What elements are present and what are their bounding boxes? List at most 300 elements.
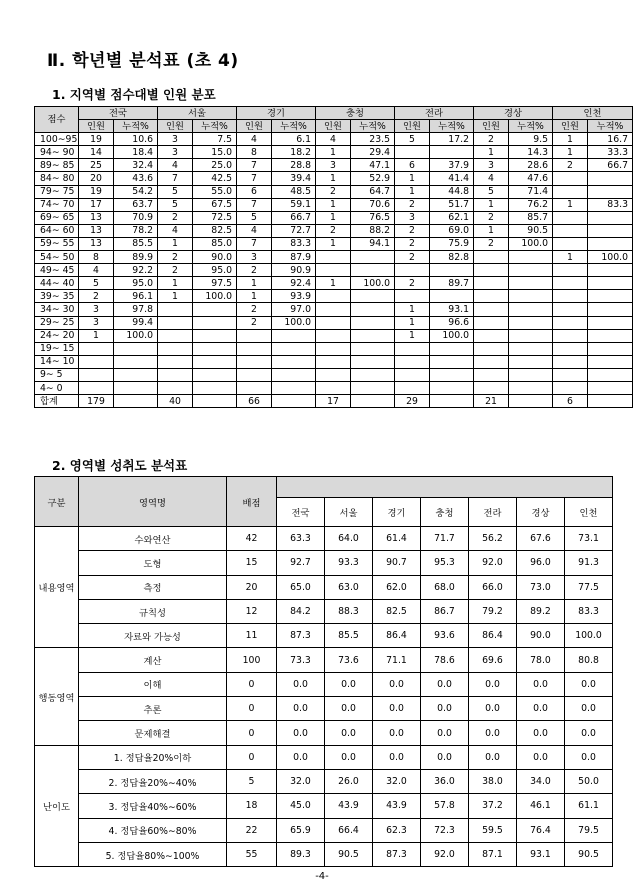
count-cell: [158, 342, 193, 355]
count-cell: [316, 329, 351, 342]
cumulative-cell: 67.5: [193, 198, 237, 211]
cumulative-cell: 87.9: [272, 251, 316, 264]
count-cell: [474, 316, 509, 329]
count-cell: [474, 329, 509, 342]
count-cell: 1: [553, 251, 588, 264]
count-cell: 1: [316, 237, 351, 250]
score-cell: 86.4: [469, 624, 517, 648]
score-cell: 76.4: [517, 818, 565, 842]
cumulative-cell: [351, 355, 395, 368]
count-cell: 1: [474, 224, 509, 237]
count-cell: 3: [474, 159, 509, 172]
score-cell: 32.0: [373, 769, 421, 793]
count-cell: 2: [158, 251, 193, 264]
cumulative-cell: 47.6: [509, 172, 553, 185]
count-cell: 17: [79, 198, 114, 211]
score-cell: 73.6: [325, 648, 373, 672]
score-cell: 45.0: [277, 794, 325, 818]
cumulative-cell: 51.7: [430, 198, 474, 211]
cumulative-cell: [114, 342, 158, 355]
cumulative-cell: 15.0: [193, 146, 237, 159]
cumulative-cell: 39.4: [272, 172, 316, 185]
score-cell: 0.0: [277, 745, 325, 769]
cumulative-cell: 66.7: [588, 159, 633, 172]
region-header: 인천: [553, 107, 633, 120]
region-header-spacer: [277, 477, 613, 498]
score-cell: 63.3: [277, 527, 325, 551]
cumulative-cell: [509, 303, 553, 316]
count-cell: 4: [474, 172, 509, 185]
points-cell: 20: [227, 575, 277, 599]
table-row: [35, 133, 633, 146]
region-header: 서울: [158, 107, 237, 120]
cumulative-cell: 18.2: [272, 146, 316, 159]
count-cell: [237, 342, 272, 355]
score-cell: 0.0: [565, 697, 613, 721]
count-cell: 4: [237, 224, 272, 237]
cumulative-cell: [193, 329, 237, 342]
cumulative-cell: [430, 290, 474, 303]
count-cell: [474, 368, 509, 381]
table-row: [35, 224, 633, 237]
cumulative-cell: [430, 355, 474, 368]
count-cell: 1: [316, 277, 351, 290]
score-header: 점수: [35, 107, 79, 133]
cumulative-cell: 28.8: [272, 159, 316, 172]
score-cell: 72.3: [421, 818, 469, 842]
section2-title: 2. 영역별 성취도 분석표: [52, 458, 188, 473]
score-cell: 63.0: [325, 575, 373, 599]
table-row: [35, 818, 613, 842]
count-cell: [237, 381, 272, 394]
score-cell: 26.0: [325, 769, 373, 793]
count-cell: 179: [79, 395, 114, 408]
score-cell: 73.3: [277, 648, 325, 672]
points-cell: 0: [227, 697, 277, 721]
count-cell: [553, 381, 588, 394]
cumulative-cell: [588, 264, 633, 277]
points-cell: 42: [227, 527, 277, 551]
score-cell: 0.0: [469, 672, 517, 696]
cumulative-cell: 100.0: [430, 329, 474, 342]
cumulative-cell: 63.7: [114, 198, 158, 211]
count-cell: 2: [474, 211, 509, 224]
count-cell: 5: [158, 198, 193, 211]
score-cell: 86.7: [421, 599, 469, 623]
points-cell: 22: [227, 818, 277, 842]
score-range-label: 34∼ 30: [35, 303, 79, 316]
region-header: 전국: [277, 498, 325, 527]
cumulative-cell: 55.0: [193, 185, 237, 198]
score-cell: 36.0: [421, 769, 469, 793]
count-cell: [237, 355, 272, 368]
cumulative-cell: 78.2: [114, 224, 158, 237]
cumulative-subheader: 누적%: [430, 120, 474, 133]
cumulative-cell: [588, 395, 633, 408]
cumulative-cell: 89.9: [114, 251, 158, 264]
count-cell: 5: [395, 133, 430, 146]
cumulative-cell: [351, 303, 395, 316]
score-cell: 61.4: [373, 527, 421, 551]
count-cell: 1: [237, 290, 272, 303]
count-cell: 1: [395, 329, 430, 342]
score-range-label: 14∼ 10: [35, 355, 79, 368]
score-cell: 0.0: [421, 745, 469, 769]
cumulative-cell: 72.7: [272, 224, 316, 237]
cumulative-cell: 96.6: [430, 316, 474, 329]
cumulative-cell: [193, 381, 237, 394]
table-row: [35, 624, 613, 648]
cumulative-cell: [430, 395, 474, 408]
count-cell: 5: [474, 185, 509, 198]
count-cell: 7: [237, 159, 272, 172]
cumulative-cell: [272, 381, 316, 394]
score-cell: 68.0: [421, 575, 469, 599]
count-cell: [553, 264, 588, 277]
cumulative-cell: 90.0: [193, 251, 237, 264]
count-cell: [237, 329, 272, 342]
score-cell: 0.0: [421, 672, 469, 696]
count-cell: 19: [79, 133, 114, 146]
score-cell: 78.0: [517, 648, 565, 672]
count-cell: 1: [316, 172, 351, 185]
table-row: [35, 697, 613, 721]
score-cell: 86.4: [373, 624, 421, 648]
score-cell: 0.0: [277, 697, 325, 721]
cumulative-cell: [351, 290, 395, 303]
count-cell: [158, 329, 193, 342]
score-cell: 87.3: [277, 624, 325, 648]
region-header: 경상: [474, 107, 553, 120]
count-cell: 2: [237, 303, 272, 316]
cumulative-cell: 99.4: [114, 316, 158, 329]
score-cell: 93.6: [421, 624, 469, 648]
table-row: [35, 237, 633, 250]
points-cell: 12: [227, 599, 277, 623]
points-cell: 5: [227, 769, 277, 793]
score-range-label: 69∼ 65: [35, 211, 79, 224]
count-cell: [553, 185, 588, 198]
cumulative-cell: [351, 368, 395, 381]
count-cell: [553, 342, 588, 355]
cumulative-cell: [430, 342, 474, 355]
cumulative-cell: 41.4: [430, 172, 474, 185]
score-cell: 0.0: [421, 721, 469, 745]
count-cell: 20: [79, 172, 114, 185]
score-range-label: 94∼ 90: [35, 146, 79, 159]
count-cell: 13: [79, 211, 114, 224]
score-range-label: 4∼ 0: [35, 381, 79, 394]
count-cell: 2: [158, 211, 193, 224]
count-cell: 1: [553, 146, 588, 159]
count-cell: 1: [316, 211, 351, 224]
score-range-label: 100∼95: [35, 133, 79, 146]
cumulative-cell: 52.9: [351, 172, 395, 185]
cumulative-cell: 14.3: [509, 146, 553, 159]
table-row: [35, 290, 633, 303]
score-cell: 62.3: [373, 818, 421, 842]
area-name-cell: 4. 정답율60%∼80%: [79, 818, 227, 842]
cumulative-cell: [588, 237, 633, 250]
score-cell: 0.0: [517, 745, 565, 769]
cumulative-cell: 72.5: [193, 211, 237, 224]
cumulative-cell: [588, 316, 633, 329]
score-cell: 0.0: [277, 721, 325, 745]
count-subheader: 인원: [474, 120, 509, 133]
score-cell: 90.7: [373, 551, 421, 575]
cumulative-cell: [272, 329, 316, 342]
score-cell: 0.0: [517, 721, 565, 745]
score-cell: 50.0: [565, 769, 613, 793]
cumulative-subheader: 누적%: [114, 120, 158, 133]
count-cell: 1: [316, 146, 351, 159]
count-cell: 13: [79, 237, 114, 250]
cumulative-cell: 44.8: [430, 185, 474, 198]
count-cell: [316, 303, 351, 316]
cumulative-cell: [509, 395, 553, 408]
cumulative-cell: [588, 224, 633, 237]
score-cell: 69.6: [469, 648, 517, 672]
area-name-cell: 계산: [79, 648, 227, 672]
cumulative-cell: 7.5: [193, 133, 237, 146]
cumulative-cell: [114, 368, 158, 381]
count-cell: [553, 172, 588, 185]
cumulative-cell: 94.1: [351, 237, 395, 250]
score-range-label: 24∼ 20: [35, 329, 79, 342]
score-cell: 32.0: [277, 769, 325, 793]
count-cell: 4: [79, 264, 114, 277]
count-cell: 2: [395, 277, 430, 290]
count-cell: [395, 146, 430, 159]
score-range-label: 79∼ 75: [35, 185, 79, 198]
score-cell: 0.0: [469, 745, 517, 769]
count-cell: 2: [237, 264, 272, 277]
count-cell: 1: [79, 329, 114, 342]
cumulative-cell: 64.7: [351, 185, 395, 198]
cumulative-cell: 33.3: [588, 146, 633, 159]
table-row: [35, 251, 633, 264]
cumulative-cell: [193, 368, 237, 381]
count-cell: 66: [237, 395, 272, 408]
count-cell: 1: [553, 133, 588, 146]
score-cell: 38.0: [469, 769, 517, 793]
count-subheader: 인원: [316, 120, 351, 133]
cumulative-cell: 59.1: [272, 198, 316, 211]
score-cell: 0.0: [373, 721, 421, 745]
cumulative-cell: [272, 342, 316, 355]
cumulative-cell: 48.5: [272, 185, 316, 198]
cumulative-cell: [351, 342, 395, 355]
cumulative-subheader: 누적%: [193, 120, 237, 133]
table-row: [35, 794, 613, 818]
count-cell: [79, 381, 114, 394]
count-cell: [553, 224, 588, 237]
cumulative-cell: 82.8: [430, 251, 474, 264]
table-row: [35, 303, 633, 316]
count-cell: [316, 355, 351, 368]
section1-title: 1. 지역별 점수대별 인원 분포: [52, 87, 216, 102]
count-cell: [553, 237, 588, 250]
cumulative-cell: 83.3: [272, 237, 316, 250]
cumulative-cell: [351, 395, 395, 408]
count-cell: 7: [237, 172, 272, 185]
cumulative-cell: [193, 303, 237, 316]
count-cell: [553, 303, 588, 316]
table-row: [35, 842, 613, 866]
table-row: [35, 342, 633, 355]
count-cell: 3: [395, 211, 430, 224]
cumulative-cell: [509, 329, 553, 342]
cumulative-cell: 95.0: [114, 277, 158, 290]
count-subheader: 인원: [237, 120, 272, 133]
cumulative-cell: [193, 355, 237, 368]
score-cell: 91.3: [565, 551, 613, 575]
count-cell: 21: [474, 395, 509, 408]
region-header: 서울: [325, 498, 373, 527]
count-cell: [158, 303, 193, 316]
cumulative-cell: 76.5: [351, 211, 395, 224]
cumulative-cell: 95.0: [193, 264, 237, 277]
score-cell: 56.2: [469, 527, 517, 551]
cumulative-cell: 25.0: [193, 159, 237, 172]
score-cell: 82.5: [373, 599, 421, 623]
cumulative-cell: 97.5: [193, 277, 237, 290]
cumulative-cell: 6.1: [272, 133, 316, 146]
page-title: Ⅱ. 학년별 분석표 (초 4): [47, 51, 239, 71]
cumulative-cell: [272, 368, 316, 381]
score-cell: 71.1: [373, 648, 421, 672]
count-cell: [553, 329, 588, 342]
count-cell: [395, 355, 430, 368]
score-cell: 37.2: [469, 794, 517, 818]
score-cell: 79.2: [469, 599, 517, 623]
count-cell: 3: [316, 159, 351, 172]
count-subheader: 인원: [395, 120, 430, 133]
cumulative-cell: [351, 329, 395, 342]
score-cell: 34.0: [517, 769, 565, 793]
score-cell: 0.0: [277, 672, 325, 696]
count-cell: 4: [316, 133, 351, 146]
count-cell: [79, 355, 114, 368]
region-header: 경상: [517, 498, 565, 527]
count-cell: 29: [395, 395, 430, 408]
group-label: 내용영역: [35, 527, 79, 648]
table-row: [35, 264, 633, 277]
table-row: [35, 381, 633, 394]
score-cell: 0.0: [517, 672, 565, 696]
score-range-label: 64∼ 60: [35, 224, 79, 237]
score-cell: 71.7: [421, 527, 469, 551]
count-cell: 1: [237, 277, 272, 290]
cumulative-cell: [193, 342, 237, 355]
cumulative-cell: 100.0: [193, 290, 237, 303]
count-cell: 2: [395, 237, 430, 250]
count-cell: 2: [474, 133, 509, 146]
score-cell: 0.0: [565, 672, 613, 696]
score-cell: 0.0: [517, 697, 565, 721]
score-cell: 73.0: [517, 575, 565, 599]
cumulative-cell: [509, 264, 553, 277]
area-name-cell: 수와연산: [79, 527, 227, 551]
cumulative-cell: 96.1: [114, 290, 158, 303]
cumulative-cell: [588, 290, 633, 303]
cumulative-subheader: 누적%: [272, 120, 316, 133]
cumulative-cell: [430, 146, 474, 159]
count-cell: [316, 316, 351, 329]
cumulative-cell: 32.4: [114, 159, 158, 172]
score-cell: 0.0: [373, 672, 421, 696]
count-cell: [79, 342, 114, 355]
count-cell: [553, 316, 588, 329]
count-cell: 25: [79, 159, 114, 172]
cumulative-cell: 10.6: [114, 133, 158, 146]
cumulative-subheader: 누적%: [588, 120, 633, 133]
area-name-cell: 2. 정답율20%∼40%: [79, 769, 227, 793]
score-cell: 85.5: [325, 624, 373, 648]
count-cell: [395, 290, 430, 303]
count-cell: [158, 355, 193, 368]
count-cell: 4: [237, 133, 272, 146]
count-cell: 1: [158, 237, 193, 250]
cumulative-cell: [509, 342, 553, 355]
score-range-label: 9∼ 5: [35, 368, 79, 381]
count-cell: [474, 277, 509, 290]
cumulative-cell: [272, 355, 316, 368]
count-cell: [474, 381, 509, 394]
table-row: [35, 672, 613, 696]
score-cell: 66.0: [469, 575, 517, 599]
cumulative-cell: 92.4: [272, 277, 316, 290]
score-cell: 87.3: [373, 842, 421, 866]
count-cell: 7: [237, 198, 272, 211]
count-cell: 3: [79, 303, 114, 316]
score-range-label: 74∼ 70: [35, 198, 79, 211]
count-cell: [474, 303, 509, 316]
score-cell: 67.6: [517, 527, 565, 551]
count-cell: [474, 251, 509, 264]
count-cell: 1: [474, 198, 509, 211]
score-cell: 90.5: [325, 842, 373, 866]
count-cell: 1: [395, 172, 430, 185]
score-cell: 90.0: [517, 624, 565, 648]
score-cell: 43.9: [325, 794, 373, 818]
table-row: [35, 185, 633, 198]
cumulative-cell: [588, 277, 633, 290]
count-cell: 40: [158, 395, 193, 408]
table-row: [35, 575, 613, 599]
cumulative-cell: 85.5: [114, 237, 158, 250]
region-header: 경기: [373, 498, 421, 527]
cumulative-cell: [588, 368, 633, 381]
points-cell: 0: [227, 745, 277, 769]
points-cell: 15: [227, 551, 277, 575]
score-cell: 0.0: [469, 697, 517, 721]
cumulative-cell: [351, 264, 395, 277]
count-cell: [316, 342, 351, 355]
count-cell: [316, 290, 351, 303]
table-row: [35, 159, 633, 172]
cumulative-cell: [588, 185, 633, 198]
table-row: [35, 211, 633, 224]
score-cell: 0.0: [373, 697, 421, 721]
count-cell: 1: [474, 146, 509, 159]
table-row: [35, 316, 633, 329]
count-cell: [395, 264, 430, 277]
count-cell: 2: [553, 159, 588, 172]
area-name-cell: 도형: [79, 551, 227, 575]
count-cell: [474, 290, 509, 303]
cumulative-cell: 37.9: [430, 159, 474, 172]
